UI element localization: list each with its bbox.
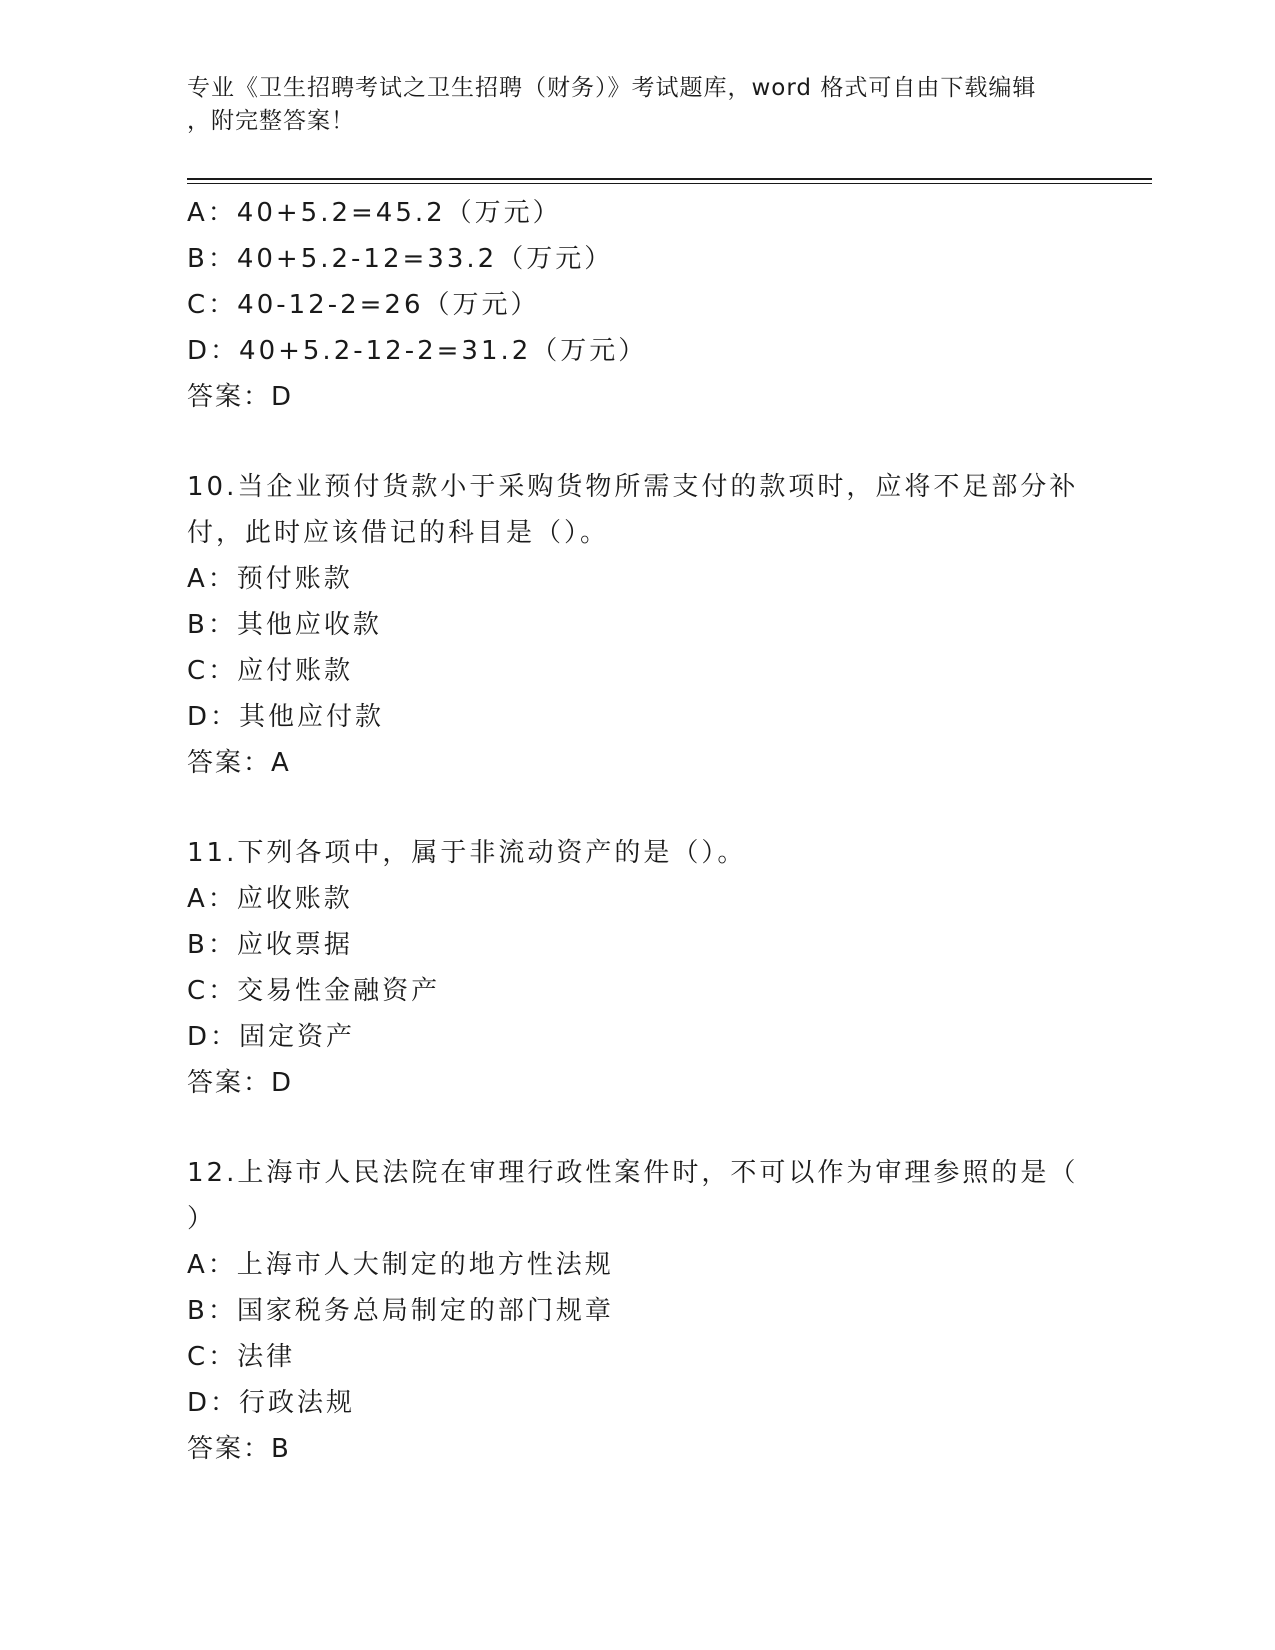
q12-option-a: A：上海市人大制定的地方性法规 bbox=[187, 1250, 614, 1280]
q11-stem-line-1: 11.下列各项中，属于非流动资产的是（）。 bbox=[187, 838, 747, 868]
q11-option-c: C：交易性金融资产 bbox=[187, 976, 441, 1006]
q12-option-c: C：法律 bbox=[187, 1342, 296, 1372]
spacer bbox=[187, 1106, 1087, 1150]
header-title-line-1: 专业《卫生招聘考试之卫生招聘（财务）》考试题库，word 格式可自由下载编辑 bbox=[187, 75, 1037, 101]
q11-option-a: A：应收账款 bbox=[187, 884, 353, 914]
q10-option-d: D：其他应付款 bbox=[187, 702, 385, 732]
q12-option-d: D：行政法规 bbox=[187, 1388, 356, 1418]
q9-option-d: D：40+5.2-12-2=31.2（万元） bbox=[187, 336, 648, 366]
q11-answer: 答案：D bbox=[187, 1068, 294, 1098]
question-10-block bbox=[187, 464, 1087, 786]
q11-option-d: D：固定资产 bbox=[187, 1022, 356, 1052]
question-9-block bbox=[187, 190, 1087, 420]
q12-stem-line-2: ） bbox=[187, 1204, 217, 1234]
q9-answer: 答案：D bbox=[187, 382, 294, 412]
q12-answer: 答案：B bbox=[187, 1434, 291, 1464]
q9-option-b: B：40+5.2-12=33.2（万元） bbox=[187, 244, 614, 274]
q10-option-c: C：应付账款 bbox=[187, 656, 354, 686]
q10-stem-line-1: 10.当企业预付货款小于采购货物所需支付的款项时，应将不足部分补 bbox=[187, 472, 1079, 502]
spacer bbox=[187, 786, 1087, 830]
q10-answer: 答案：A bbox=[187, 748, 291, 778]
q9-option-c: C：40-12-2=26（万元） bbox=[187, 290, 540, 320]
spacer bbox=[187, 420, 1087, 464]
document-header bbox=[187, 72, 1067, 138]
q12-stem-line-1: 12.上海市人民法院在审理行政性案件时，不可以作为审理参照的是（ bbox=[187, 1158, 1079, 1188]
question-list bbox=[187, 190, 1087, 1472]
question-11-block bbox=[187, 830, 1087, 1106]
header-divider-thin bbox=[187, 183, 1152, 184]
header-title-line-2: ，附完整答案！ bbox=[187, 108, 355, 134]
q10-stem-line-2: 付，此时应该借记的科目是（）。 bbox=[187, 518, 610, 548]
q10-option-b: B：其他应收款 bbox=[187, 610, 382, 640]
q11-option-b: B：应收票据 bbox=[187, 930, 353, 960]
question-12-block bbox=[187, 1150, 1087, 1472]
header-divider-thick bbox=[187, 178, 1152, 180]
q12-option-b: B：国家税务总局制定的部门规章 bbox=[187, 1296, 614, 1326]
q9-option-a: A：40+5.2=45.2（万元） bbox=[187, 198, 562, 228]
q10-option-a: A：预付账款 bbox=[187, 564, 353, 594]
